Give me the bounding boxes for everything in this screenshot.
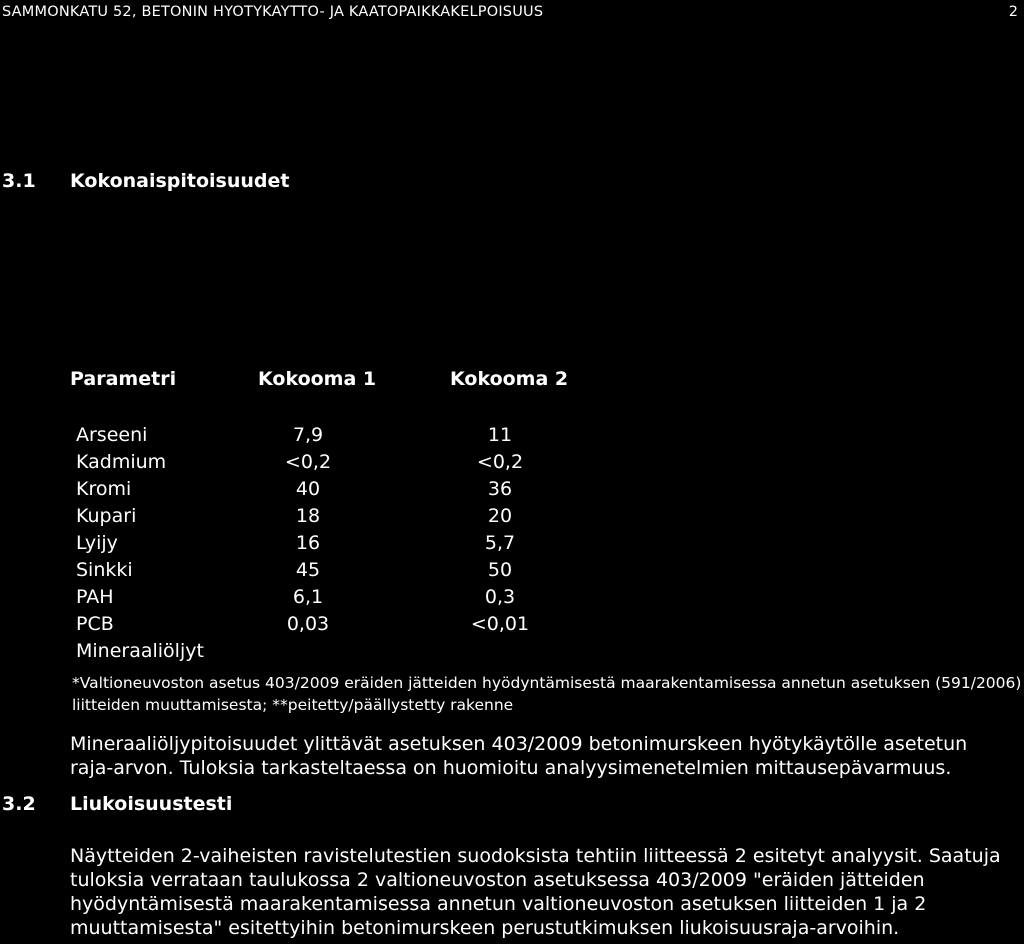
table-cell-value: 20 bbox=[487, 505, 513, 527]
table-cell-value: 0,3 bbox=[484, 586, 516, 608]
table-cell-parameter: Mineraaliöljyt bbox=[76, 640, 204, 662]
body-paragraph: Näytteiden 2-vaiheisten ravistelutestien suodoksista tehtiin liitteessä 2 esitetyt analyysit. Saatuja tuloksia verrataan taulukossa 2 valtioneuvoston asetuksessa 403/2009 "eräiden jätteiden hyödyntämisestä maarakentamisessa annetun valtioneuvoston asetuksen liitteiden 1 ja 2 muuttamisesta" esitettyihin betonimurskeen perustutkimuksen liukoisuusraja-arvoihin. bbox=[70, 845, 1001, 939]
table-cell-parameter: Kromi bbox=[76, 478, 132, 500]
column-header-parameter: Parametri bbox=[70, 368, 177, 390]
table-footnote: *Valtioneuvoston asetus 403/2009 eräiden jätteiden hyödyntämisestä maarakentamisessa annetun asetuksen (591/2006) liitteiden muuttamisesta; **peitetty/päällystetty rakenne bbox=[72, 674, 1022, 714]
column-header-sample-1: Kokooma 1 bbox=[258, 368, 377, 390]
table-cell-value: 45 bbox=[295, 559, 321, 581]
table-cell-value: 36 bbox=[487, 478, 513, 500]
table-cell-parameter: Kupari bbox=[76, 505, 137, 527]
table-cell-value: 50 bbox=[487, 559, 513, 581]
page-number: 2 bbox=[1008, 4, 1018, 20]
table-cell-value: 40 bbox=[295, 478, 321, 500]
section-number: 3.2 bbox=[2, 793, 36, 815]
table-cell-value: 5,7 bbox=[484, 532, 516, 554]
table-cell-value: 7,9 bbox=[292, 424, 324, 446]
table-cell-value: 16 bbox=[295, 532, 321, 554]
page-header: SAMMONKATU 52, BETONIN HYOTYKAYTTO- JA KAATOPAIKKAKELPOISUUS bbox=[2, 4, 544, 20]
table-cell-value: <0,2 bbox=[476, 451, 524, 473]
table-cell-value: 6,1 bbox=[292, 586, 324, 608]
table-cell-parameter: PAH bbox=[76, 586, 114, 608]
table-cell-value: <0,01 bbox=[470, 613, 530, 635]
table-cell-value: 11 bbox=[487, 424, 513, 446]
section-title: Liukoisuustesti bbox=[70, 793, 233, 815]
table-cell-parameter: PCB bbox=[76, 613, 114, 635]
table-cell-parameter: Arseeni bbox=[76, 424, 148, 446]
table-cell-value: 18 bbox=[295, 505, 321, 527]
table-cell-parameter: Kadmium bbox=[76, 451, 167, 473]
table-cell-value: <0,2 bbox=[284, 451, 332, 473]
column-header-sample-2: Kokooma 2 bbox=[450, 368, 569, 390]
table-cell-parameter: Sinkki bbox=[76, 559, 133, 581]
body-paragraph: Mineraaliöljypitoisuudet ylittävät asetuksen 403/2009 betonimurskeen hyötykäytölle asetetun raja-arvon. Tuloksia tarkasteltaessa on huomioitu analyysimenetelmien mittausepävarmuus. bbox=[70, 733, 968, 779]
table-cell-value: 0,03 bbox=[286, 613, 330, 635]
section-title: Kokonaispitoisuudet bbox=[70, 170, 290, 192]
section-number: 3.1 bbox=[2, 170, 36, 192]
table-cell-parameter: Lyijy bbox=[76, 532, 118, 554]
